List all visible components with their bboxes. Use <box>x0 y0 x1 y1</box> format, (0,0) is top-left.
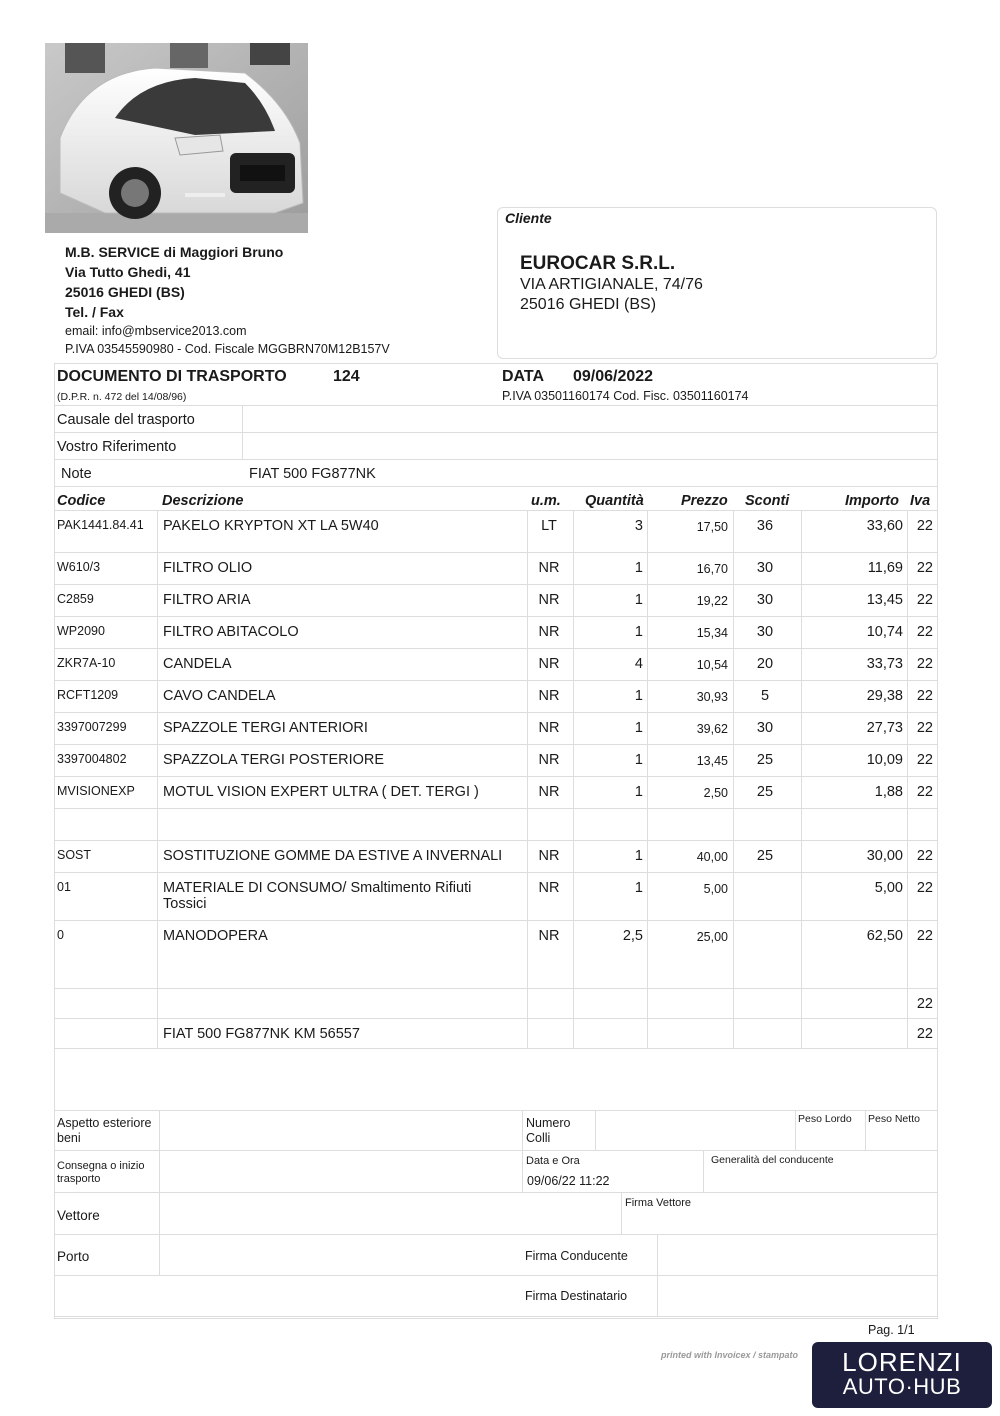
cell-price: 17,50 <box>696 520 728 534</box>
consegna-label <box>57 1160 144 1186</box>
printed-with-note: printed with Invoicex / stampato <box>661 1350 799 1360</box>
cell-disc: 25 <box>756 784 774 800</box>
client-label: Cliente <box>505 210 552 226</box>
cell-code: MVISIONEXP <box>57 784 135 798</box>
cell-iva: 22 <box>916 560 933 576</box>
document-number: 124 <box>333 368 360 385</box>
cell-code: PAK1441.84.41 <box>57 518 144 532</box>
cell-price: 30,93 <box>696 690 728 704</box>
cell-qty: 1 <box>634 752 643 768</box>
lorenzi-autohub-logo <box>812 1342 992 1408</box>
cell-desc: CAVO CANDELA <box>163 688 276 704</box>
cell-code: 3397007299 <box>57 720 127 734</box>
cell-desc: MOTUL VISION EXPERT ULTRA ( DET. TERGI ) <box>163 784 479 800</box>
cell-disc: 36 <box>756 518 774 534</box>
cell-amount: 33,60 <box>866 518 903 534</box>
col-header-quantity: Quantità <box>585 493 644 509</box>
cell-qty: 1 <box>634 688 643 704</box>
cell-um: NR <box>538 624 560 640</box>
cell-iva: 22 <box>916 624 933 640</box>
firma-conducente-label: Firma Conducente <box>525 1249 628 1263</box>
cell-iva: 22 <box>916 928 933 944</box>
peso-lordo-label: Peso Lordo <box>798 1113 852 1125</box>
cell-disc: 30 <box>756 592 774 608</box>
cell-disc: 30 <box>756 720 774 736</box>
page-number: Pag. 1/1 <box>868 1323 915 1337</box>
cell-um: NR <box>538 560 560 576</box>
cell-code: 3397004802 <box>57 752 127 766</box>
cell-desc: SPAZZOLA TERGI POSTERIORE <box>163 752 385 768</box>
cell-iva: 22 <box>916 688 933 704</box>
transport-document <box>54 363 938 1319</box>
cell-um: NR <box>538 880 560 896</box>
numero-label-line1: Numero <box>526 1116 571 1130</box>
cell-desc: SOSTITUZIONE GOMME DA ESTIVE A INVERNALI <box>163 848 503 864</box>
cell-amount: 5,00 <box>874 880 903 896</box>
note-label: Note <box>61 466 92 482</box>
riferimento-label: Vostro Riferimento <box>57 439 177 455</box>
aspetto-label-line2: beni <box>57 1131 81 1145</box>
cell-code: SOST <box>57 848 92 862</box>
document-title: DOCUMENTO DI TRASPORTO <box>57 368 287 385</box>
cell-desc: MATERIALE DI CONSUMO/ Smaltimento Rifiuti <box>163 880 472 896</box>
porto-label: Porto <box>57 1249 90 1264</box>
cell-qty: 1 <box>634 720 643 736</box>
cell-price: 13,45 <box>696 754 728 768</box>
cell-disc: 5 <box>760 688 770 704</box>
cell-iva: 22 <box>916 1026 933 1042</box>
consegna-label-line2: trasporto <box>57 1173 101 1185</box>
cell-disc: 30 <box>756 624 774 640</box>
client-tax: P.IVA 03501160174 Cod. Fisc. 03501160174 <box>502 389 749 403</box>
client-city: 25016 GHEDI (BS) <box>520 296 657 313</box>
sender-tax: P.IVA 03545590980 - Cod. Fiscale MGGBRN70M12B157V <box>65 342 390 356</box>
cell-amount: 30,00 <box>866 848 903 864</box>
cell-iva: 22 <box>916 518 933 534</box>
cell-qty: 1 <box>634 592 643 608</box>
cell-desc: FILTRO ARIA <box>163 592 251 608</box>
peso-netto-label: Peso Netto <box>868 1113 920 1125</box>
cell-qty: 1 <box>634 560 643 576</box>
document-date: 09/06/2022 <box>573 368 654 385</box>
sender-block <box>65 242 390 358</box>
cell-price: 25,00 <box>696 930 728 944</box>
logo-line1: LORENZI <box>842 1347 962 1377</box>
sender-name: M.B. SERVICE di Maggiori Bruno <box>65 244 284 260</box>
cell-iva: 22 <box>916 996 933 1012</box>
numero-label-line2: Colli <box>526 1131 551 1145</box>
cell-amount: 62,50 <box>866 928 903 944</box>
cell-amount: 10,74 <box>866 624 903 640</box>
cell-um: LT <box>541 518 557 534</box>
cell-iva: 22 <box>916 848 933 864</box>
cell-code: 01 <box>57 880 71 894</box>
client-street: VIA ARTIGIANALE, 74/76 <box>520 276 703 293</box>
cell-um: NR <box>538 720 560 736</box>
firma-destinatario-label: Firma Destinatario <box>525 1289 628 1303</box>
cell-desc: FILTRO OLIO <box>163 560 253 576</box>
cell-code: W610/3 <box>57 560 101 574</box>
data-ora-label: Data e Ora <box>526 1155 580 1167</box>
cell-amount: 10,09 <box>866 752 903 768</box>
cell-qty: 2,5 <box>622 928 643 944</box>
client-address <box>520 275 703 315</box>
cell-amount: 13,45 <box>866 592 903 608</box>
aspetto-label <box>57 1116 152 1146</box>
cell-code: ZKR7A-10 <box>57 656 116 670</box>
col-header-vat: Iva <box>910 493 931 509</box>
cell-desc: CANDELA <box>163 656 232 672</box>
cell-desc: FILTRO ABITACOLO <box>163 624 299 640</box>
col-header-um: u.m. <box>531 493 561 509</box>
car-photo <box>45 43 308 233</box>
aspetto-label-line1: Aspetto esteriore <box>57 1116 152 1130</box>
cell-price: 40,00 <box>696 850 728 864</box>
cell-um: NR <box>538 656 560 672</box>
cell-disc: 25 <box>756 752 774 768</box>
sender-city: 25016 GHEDI (BS) <box>65 284 185 300</box>
col-header-code: Codice <box>57 493 106 509</box>
cell-qty: 1 <box>634 784 643 800</box>
note-value: FIAT 500 FG877NK <box>249 466 376 482</box>
cell-qty: 1 <box>634 848 643 864</box>
cell-iva: 22 <box>916 752 933 768</box>
cell-qty: 1 <box>634 624 643 640</box>
col-header-discount: Sconti <box>745 493 790 509</box>
cell-price: 10,54 <box>696 658 728 672</box>
vettore-label: Vettore <box>57 1208 100 1223</box>
cell-um: NR <box>538 688 560 704</box>
cell-desc-line2: Tossici <box>163 896 207 912</box>
logo-line2: AUTO·HUB <box>842 1374 962 1399</box>
cell-disc: 25 <box>756 848 774 864</box>
cell-um: NR <box>538 848 560 864</box>
cell-disc: 20 <box>756 656 774 672</box>
cell-desc: MANODOPERA <box>163 928 268 944</box>
cell-price: 5,00 <box>703 882 728 896</box>
cell-price: 2,50 <box>703 786 728 800</box>
cell-price: 19,22 <box>696 594 728 608</box>
cell-amount: 33,73 <box>866 656 903 672</box>
cell-amount: 29,38 <box>866 688 903 704</box>
cell-um: NR <box>538 928 560 944</box>
cell-desc: PAKELO KRYPTON XT LA 5W40 <box>163 518 379 534</box>
data-ora-value: 09/06/22 11:22 <box>527 1174 610 1188</box>
numero-colli-label <box>526 1116 570 1146</box>
consegna-label-line1: Consegna o inizio <box>57 1160 145 1172</box>
cell-qty: 3 <box>634 518 643 534</box>
cell-disc: 30 <box>756 560 774 576</box>
cell-price: 15,34 <box>696 626 728 640</box>
cell-um: NR <box>538 752 560 768</box>
cell-iva: 22 <box>916 656 933 672</box>
causale-label: Causale del trasporto <box>57 412 195 428</box>
col-header-description: Descrizione <box>162 493 244 509</box>
cell-iva: 22 <box>916 784 933 800</box>
sender-street: Via Tutto Ghedi, 41 <box>65 264 191 280</box>
cell-code: 0 <box>57 928 64 942</box>
cell-price: 16,70 <box>696 562 728 576</box>
cell-amount: 11,69 <box>867 560 903 576</box>
cell-amount: 27,73 <box>866 720 903 736</box>
generalita-label: Generalità del conducente <box>711 1154 834 1166</box>
cell-amount: 1,88 <box>874 784 903 800</box>
col-header-price: Prezzo <box>681 493 728 509</box>
firma-vettore-label: Firma Vettore <box>625 1197 692 1209</box>
cell-desc: FIAT 500 FG877NK KM 56557 <box>163 1026 360 1042</box>
cell-um: NR <box>538 592 560 608</box>
client-name: EUROCAR S.R.L. <box>520 253 676 274</box>
cell-code: RCFT1209 <box>57 688 119 702</box>
cell-code: WP2090 <box>57 624 105 638</box>
sender-email: email: info@mbservice2013.com <box>65 324 247 338</box>
cell-iva: 22 <box>916 720 933 736</box>
cell-um: NR <box>538 784 560 800</box>
cell-code: C2859 <box>57 592 94 606</box>
sender-phone: Tel. / Fax <box>65 304 124 320</box>
cell-iva: 22 <box>916 592 933 608</box>
cell-qty: 1 <box>634 880 643 896</box>
cell-desc: SPAZZOLE TERGI ANTERIORI <box>163 720 368 736</box>
cell-qty: 4 <box>634 656 643 672</box>
cell-iva: 22 <box>916 880 933 896</box>
document-decree: (D.P.R. n. 472 del 14/08/96) <box>57 391 187 403</box>
cell-price: 39,62 <box>696 722 728 736</box>
date-label: DATA <box>502 368 545 385</box>
col-header-amount: Importo <box>845 493 899 509</box>
